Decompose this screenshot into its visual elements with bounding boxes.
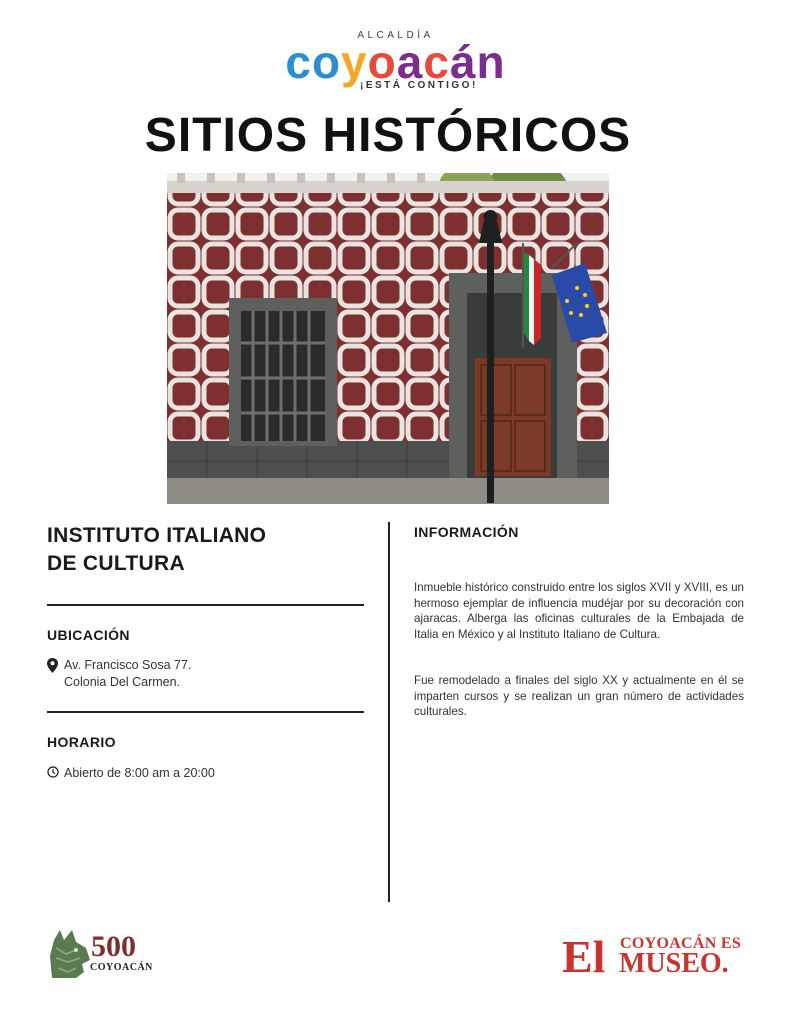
building-photo: [167, 173, 609, 504]
brand-letter: o: [311, 36, 342, 88]
building-photo-illustration: [167, 173, 609, 504]
schedule-text: Abierto de 8:00 am a 20:00: [64, 766, 215, 780]
address-line1: Av. Francisco Sosa 77.: [64, 658, 192, 672]
divider-top: [47, 604, 364, 606]
museo-el: El: [562, 931, 606, 982]
location-pin-icon: [47, 658, 58, 678]
column-divider: [388, 522, 390, 902]
logo-alcaldia-text: ALCALDÍA: [357, 30, 434, 41]
location-pin-icon-svg: [47, 658, 58, 673]
site-name-line1: INSTITUTO ITALIANO: [47, 524, 267, 547]
site-name: [47, 522, 367, 578]
site-name-line2: DE CULTURA: [47, 552, 185, 575]
clock-icon: [47, 765, 59, 783]
museo-word: MUSEO.: [619, 948, 729, 979]
address-line2: Colonia Del Carmen.: [64, 675, 181, 689]
brand-letter: a: [396, 36, 424, 88]
info-paragraph-2: Fue remodelado a finales del siglo XX y actualmente en él se imparten cursos y se realizan un gran número de actividades culturales.: [414, 674, 744, 718]
brand-letter: o: [367, 36, 397, 88]
logo-el-coyoacan-es-museo: [562, 933, 752, 983]
info-paragraph-1: Inmueble histórico construido entre los siglos XVII y XVIII, es un hermoso ejemplar de influencia mudéjar por su decoración con ajaracas. Alberga las oficinas culturales de la Embajada de Italia en México y al Instituto Italiano de Cultura.: [414, 581, 744, 641]
brand-letter: c: [285, 36, 312, 88]
brand-letter: n: [476, 36, 506, 88]
address: [64, 657, 191, 691]
coyote-head-icon: [46, 926, 92, 982]
logo-500-number: 500: [91, 930, 136, 963]
brand-letter: c: [423, 36, 450, 88]
brand-letter: y: [341, 36, 368, 88]
brand-letter: á: [449, 36, 477, 88]
logo-500-text: COYOACÁN: [90, 962, 153, 973]
horario-heading: HORARIO: [47, 734, 116, 750]
museo-coyoacan-es: COYOACÁN ES: [620, 935, 742, 952]
ubicacion-heading: UBICACIÓN: [47, 627, 130, 643]
page-title: SITIOS HISTÓRICOS: [144, 109, 632, 162]
clock-icon-svg: [47, 766, 59, 778]
coyoacan-logo: [0, 38, 791, 86]
divider-middle: [47, 711, 364, 713]
logo-500-coyoacan: [46, 926, 156, 982]
logo-tagline: ¡ESTÁ CONTIGO!: [360, 80, 478, 91]
informacion-heading: INFORMACIÓN: [414, 524, 519, 540]
